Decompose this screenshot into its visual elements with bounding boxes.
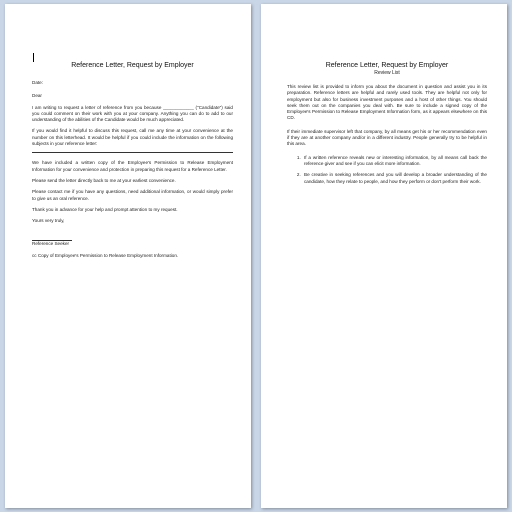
letter-title: Reference Letter, Request by Employer bbox=[71, 62, 194, 69]
paragraph-request: I am writing to request a letter of reference from you because ____________ ("Candidate") said you could comment on their work with you at your company. Anything you can do to add to our understanding of the abilities of the Candidate would be much appreciated. bbox=[32, 104, 233, 123]
review-list-body bbox=[287, 61, 487, 190]
review-paragraph-intro: This review list is provided to inform you about the document in question and assist you in its preparation. Reference letters are helpful and rarely used tools. They are helpful not only for employment but also for business investment purposes and a host of other things. You should seek them out on the companies you deal with. Be sure to include a signed copy of the Employee's Permission to Release Employment Information form, as it appears elsewhere on this CD. bbox=[287, 84, 487, 121]
paragraph-contact: If you would find it helpful to discuss this request, call me any time at your convenience at the number on this letterhead. It would be helpful if you could include the information on the following subjects in your reference letter: bbox=[32, 128, 233, 147]
closing: Yours very truly, bbox=[32, 218, 65, 224]
review-items-list bbox=[287, 155, 487, 185]
paragraph-thanks: Thank you in advance for your help and prompt attention to my request. bbox=[32, 206, 178, 212]
salutation: Dear bbox=[32, 93, 42, 99]
review-paragraph-supervisor: If their immediate supervisor left that company, by all means get his or her recommendation even if they are at another company and/or in a different industry. People generally try to be helpful in this area. bbox=[287, 128, 487, 147]
date-label: Date: bbox=[32, 80, 43, 85]
paragraph-permission: We have included a written copy of the Employee's Permission to Release Employment Information for your convenience and protection in preparing this request for a Reference Letter. bbox=[32, 160, 233, 172]
document-page-left bbox=[5, 4, 251, 508]
list-item: 1. If a written reference reveals new or interesting information, by all means call back the reference giver and see if you can elicit more information. bbox=[302, 155, 487, 168]
signature-label: Reference Seeker bbox=[32, 241, 70, 247]
review-subtitle: Review List bbox=[374, 70, 400, 76]
review-title: Reference Letter, Request by Employer bbox=[325, 62, 449, 69]
cc-line: cc Copy of Employee's Permission to Release Employment Information. bbox=[32, 252, 179, 258]
letter-body bbox=[32, 61, 233, 259]
document-page-right bbox=[261, 4, 507, 508]
list-item: 2. Be creative in seeking references and you will develop a broader understanding of the candidate, how they relate to people, and how they perform or don't perform their work. bbox=[302, 172, 487, 185]
paragraph-questions: Please contact me if you have any questions, need additional information, or would simply prefer to give us an oral reference. bbox=[32, 189, 233, 201]
paragraph-send-back: Please send the letter directly back to me at your earliest convenience. bbox=[32, 177, 176, 183]
